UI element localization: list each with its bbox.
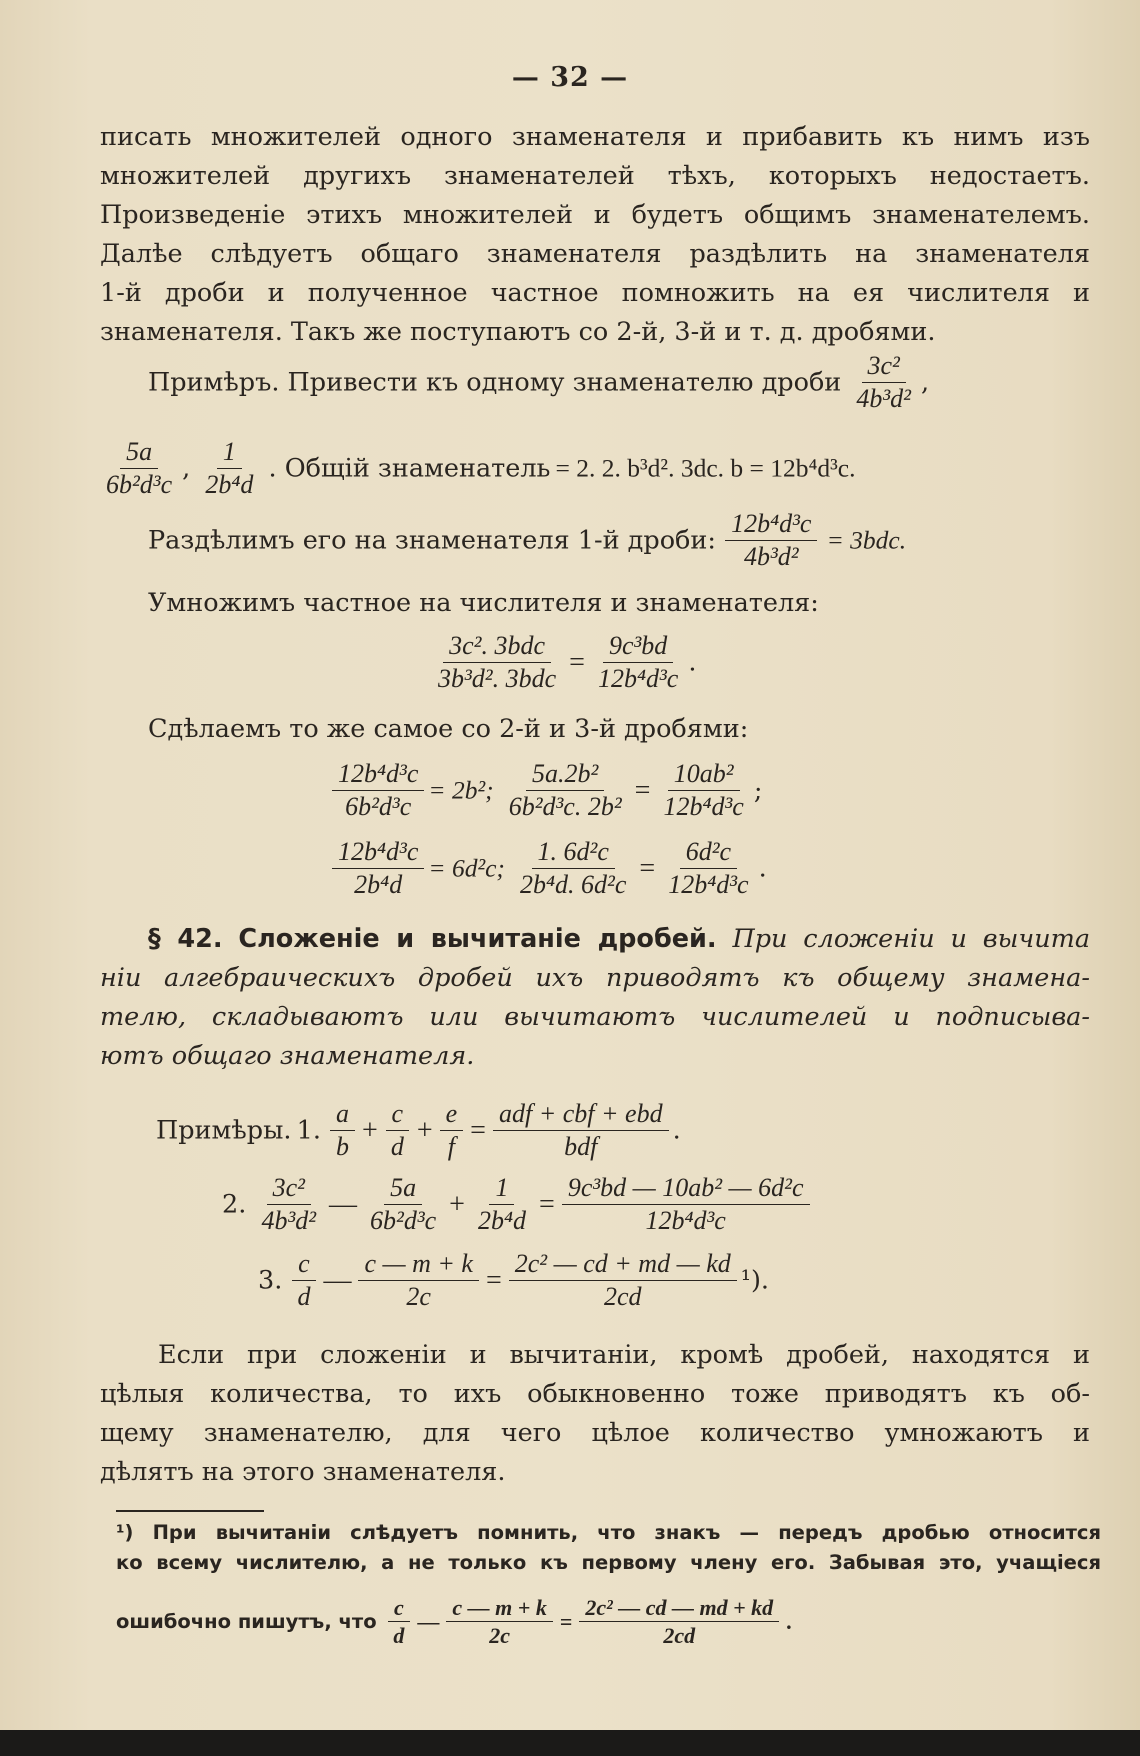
math-operator: . [786, 1608, 792, 1634]
math-operator: = [539, 1188, 555, 1220]
fraction-denominator: d [297, 1282, 311, 1311]
multiply-left-fraction [432, 630, 562, 695]
equation-row-1 [328, 758, 762, 823]
fraction-denominator: 2b⁴d. 6d²c [520, 870, 627, 899]
text-line: 1-й дроби и полученное частное помножить на ея числителя и [100, 278, 1090, 308]
fraction-denominator: d [393, 1623, 405, 1648]
fraction-1 [850, 350, 917, 415]
section-42 [100, 920, 1090, 1076]
text-line: цѣлыя количества, то ихъ обыкновенно тоже приводятъ къ об- [100, 1379, 1090, 1409]
divide-result: = 3bdc. [826, 525, 907, 555]
text-line: Если при сложеніи и вычитаніи, кромѣ дробей, находятся и [158, 1340, 1090, 1370]
math-symbol: . [672, 1115, 681, 1146]
common-denominator-line [96, 436, 856, 501]
math-operator: = [485, 1264, 502, 1296]
math-operator: = [470, 1114, 486, 1146]
fraction [255, 1172, 322, 1237]
fraction-denominator: 2c [489, 1623, 511, 1648]
common-label: . Общій знаменатель [268, 453, 551, 484]
fraction [503, 758, 628, 823]
fraction [472, 1172, 532, 1237]
multiply-equation [428, 630, 696, 695]
fraction [514, 836, 632, 901]
fraction-denominator: 12b⁴d³c [645, 1206, 726, 1235]
fraction-denominator: d [390, 1132, 404, 1161]
fraction-denominator: 4b³d² [856, 384, 911, 413]
math-symbol: , [920, 367, 930, 398]
fraction-numerator: e [440, 1098, 464, 1131]
examples-1 [156, 1098, 681, 1163]
text-line: писать множителей одного знаменателя и прибавить къ нимъ изъ [100, 122, 1090, 152]
math-operator: = [569, 646, 585, 678]
footnote-line: ко всему числителю, а не только къ первому члену его. Забывая это, учащіеся [116, 1551, 1101, 1574]
math-operator: = [634, 774, 651, 806]
equation-result: = 2b²; [428, 775, 494, 805]
fraction-denominator: bdf [564, 1132, 598, 1161]
fraction [330, 1098, 355, 1163]
fraction-denominator: 4b³d² [743, 542, 799, 571]
footnote [116, 1518, 1101, 1578]
fraction [509, 1248, 737, 1313]
fraction-2 [100, 436, 178, 501]
closing-paragraph [100, 1336, 1090, 1492]
examples-label: Примѣры. [156, 1115, 292, 1146]
fraction-numerator: c — m + k [446, 1594, 552, 1622]
math-operator: = [559, 1608, 573, 1634]
fraction-denominator: 6b²d³c [106, 470, 173, 499]
fraction-denominator: 2b⁴d [205, 470, 254, 499]
math-operator: — [417, 1608, 440, 1634]
footnote-reference: ¹). [740, 1265, 770, 1296]
example-number: 1. [296, 1115, 321, 1146]
fraction-numerator: c [386, 1098, 410, 1131]
section-rule-text: ніи алгебраическихъ дробей ихъ приводятъ къ общему знамена- [100, 963, 1090, 993]
fraction-numerator: 12b⁴d³c [332, 758, 424, 791]
fraction-numerator: 2c² — cd + md — kd [509, 1248, 737, 1281]
math-operator: = [639, 852, 656, 884]
fraction-denominator: 2cd [603, 1282, 642, 1311]
text-line: множителей другихъ знаменателей тѣхъ, которыхъ недостаетъ. [100, 161, 1090, 191]
fraction-numerator: 9c³bd [603, 630, 673, 663]
math-operator: + [362, 1114, 378, 1146]
math-operator: + [449, 1188, 465, 1220]
fraction-denominator: 2b⁴d [477, 1206, 527, 1235]
same-label: Сдѣлаемъ то же самое со 2-й и 3-й дробями: [148, 714, 749, 744]
example-number: 3. [258, 1265, 283, 1296]
fraction-numerator: 1. 6d²c [532, 836, 615, 869]
fraction-numerator: c — m + k [358, 1248, 479, 1281]
fraction [291, 1248, 316, 1313]
examples-3 [258, 1248, 769, 1313]
math-operator: — [323, 1264, 352, 1296]
fraction-numerator: 6d²c [680, 836, 737, 869]
fraction-numerator: 3c² [862, 350, 906, 383]
fraction-numerator: 1 [489, 1172, 514, 1205]
fraction [562, 1172, 810, 1237]
fraction-3 [199, 436, 259, 501]
equation-result: = 6d²c; [428, 853, 505, 883]
fraction [440, 1098, 464, 1163]
fraction-numerator: 3c² [267, 1172, 311, 1205]
footnote-equation [116, 1594, 795, 1649]
multiply-label-line [148, 588, 819, 618]
fraction-numerator: a [330, 1098, 355, 1131]
fraction [332, 836, 424, 901]
section-number: § 42. [148, 924, 223, 954]
fraction-numerator: 5a [120, 436, 158, 469]
fraction-numerator: c [388, 1594, 410, 1622]
math-symbol: ; [753, 775, 763, 806]
fraction-numerator: 5a.2b² [526, 758, 604, 791]
fraction [332, 758, 424, 823]
fraction-denominator: 2c [406, 1282, 431, 1311]
section-heading-line [100, 920, 1090, 959]
text-line: дѣлятъ на этого знаменателя. [100, 1457, 506, 1487]
equation-row-2 [328, 836, 767, 901]
page-number: — 32 — [511, 62, 629, 93]
multiply-label: Умножимъ частное на числителя и знаменателя: [148, 588, 819, 618]
section-rule-text: ютъ общаго знаменателя. [100, 1041, 475, 1071]
fraction [579, 1594, 779, 1649]
section-rule-text: При сложеніи и вычита [732, 924, 1091, 954]
fraction-denominator: 3b³d². 3bdc [438, 664, 557, 693]
math-operator: — [329, 1188, 358, 1220]
math-symbol: . [758, 853, 767, 884]
intro-paragraph [100, 118, 1090, 352]
fraction [364, 1172, 442, 1237]
fraction-denominator: b [336, 1132, 350, 1161]
examples-2 [222, 1172, 814, 1237]
fraction [387, 1594, 410, 1649]
fraction [657, 758, 749, 823]
text-line: Далѣе слѣдуетъ общаго знаменателя раздѣлить на знаменателя [100, 239, 1090, 269]
fraction-denominator: 12b⁴d³c [663, 792, 744, 821]
fraction-numerator: 9c³bd — 10ab² — 6d²c [562, 1172, 810, 1205]
fraction-numerator: adf + cbf + ebd [493, 1098, 669, 1131]
fraction [385, 1098, 410, 1163]
footnote-rule [116, 1510, 264, 1512]
fraction-numerator: 3c². 3bdc [443, 630, 551, 663]
fraction-denominator: 12b⁴d³c [597, 664, 679, 693]
example-number: 2. [222, 1189, 247, 1220]
text-line: знаменателя. Такъ же поступаютъ со 2-й, 3-й и т. д. дробями. [100, 317, 936, 347]
text-line: Произведеніе этихъ множителей и будетъ общимъ знаменателемъ. [100, 200, 1090, 230]
divide-fraction [725, 508, 817, 573]
fraction-denominator: f [447, 1132, 456, 1161]
fraction-numerator: 5a [384, 1172, 422, 1205]
fraction-numerator: 2c² — cd — md + kd [579, 1594, 779, 1622]
fraction [358, 1248, 479, 1313]
footnote-line: ошибочно пишутъ, что [116, 1610, 377, 1633]
math-symbol: , [182, 453, 191, 484]
fraction-denominator: 12b⁴d³c [668, 870, 749, 899]
footnote-line: ¹) При вычитаніи слѣдуетъ помнить, что знакъ — передъ дробью относится [116, 1521, 1101, 1544]
same-label-line [148, 714, 748, 744]
scan-bottom-edge [0, 1730, 1140, 1756]
fraction-denominator: 6b²d³c [345, 792, 412, 821]
common-value: = 2. 2. b³d². 3dc. b = 12b⁴d³c. [555, 453, 856, 483]
section-rule-text: телю, складываютъ или вычитаютъ числителей и подписыва- [100, 1002, 1090, 1032]
example-intro-text: Примѣръ. Привести къ одному знаменателю дроби [148, 367, 842, 398]
fraction [446, 1594, 552, 1649]
multiply-right-fraction [592, 630, 684, 695]
fraction-denominator: 2cd [663, 1623, 696, 1648]
fraction-denominator: 4b³d² [261, 1206, 317, 1235]
fraction-numerator: 10ab² [668, 758, 740, 791]
example-intro [148, 350, 929, 415]
divide-line [148, 508, 906, 573]
fraction-denominator: 6b²d³c. 2b² [508, 792, 622, 821]
fraction-numerator: 1 [217, 436, 242, 469]
fraction [662, 836, 754, 901]
text-line: щему знаменателю, для чего цѣлое количество умножаютъ и [100, 1418, 1090, 1448]
section-title: Сложеніе и вычитаніе дробей. [238, 924, 717, 954]
fraction [493, 1098, 669, 1163]
fraction-numerator: c [292, 1248, 316, 1281]
fraction-denominator: 6b²d³c [370, 1206, 437, 1235]
math-symbol: . [688, 647, 697, 678]
fraction-numerator: 12b⁴d³c [332, 836, 424, 869]
divide-label: Раздѣлимъ его на знаменателя 1-й дроби: [148, 525, 716, 556]
fraction-numerator: 12b⁴d³c [725, 508, 817, 541]
fraction-denominator: 2b⁴d [354, 870, 403, 899]
math-operator: + [416, 1114, 433, 1146]
